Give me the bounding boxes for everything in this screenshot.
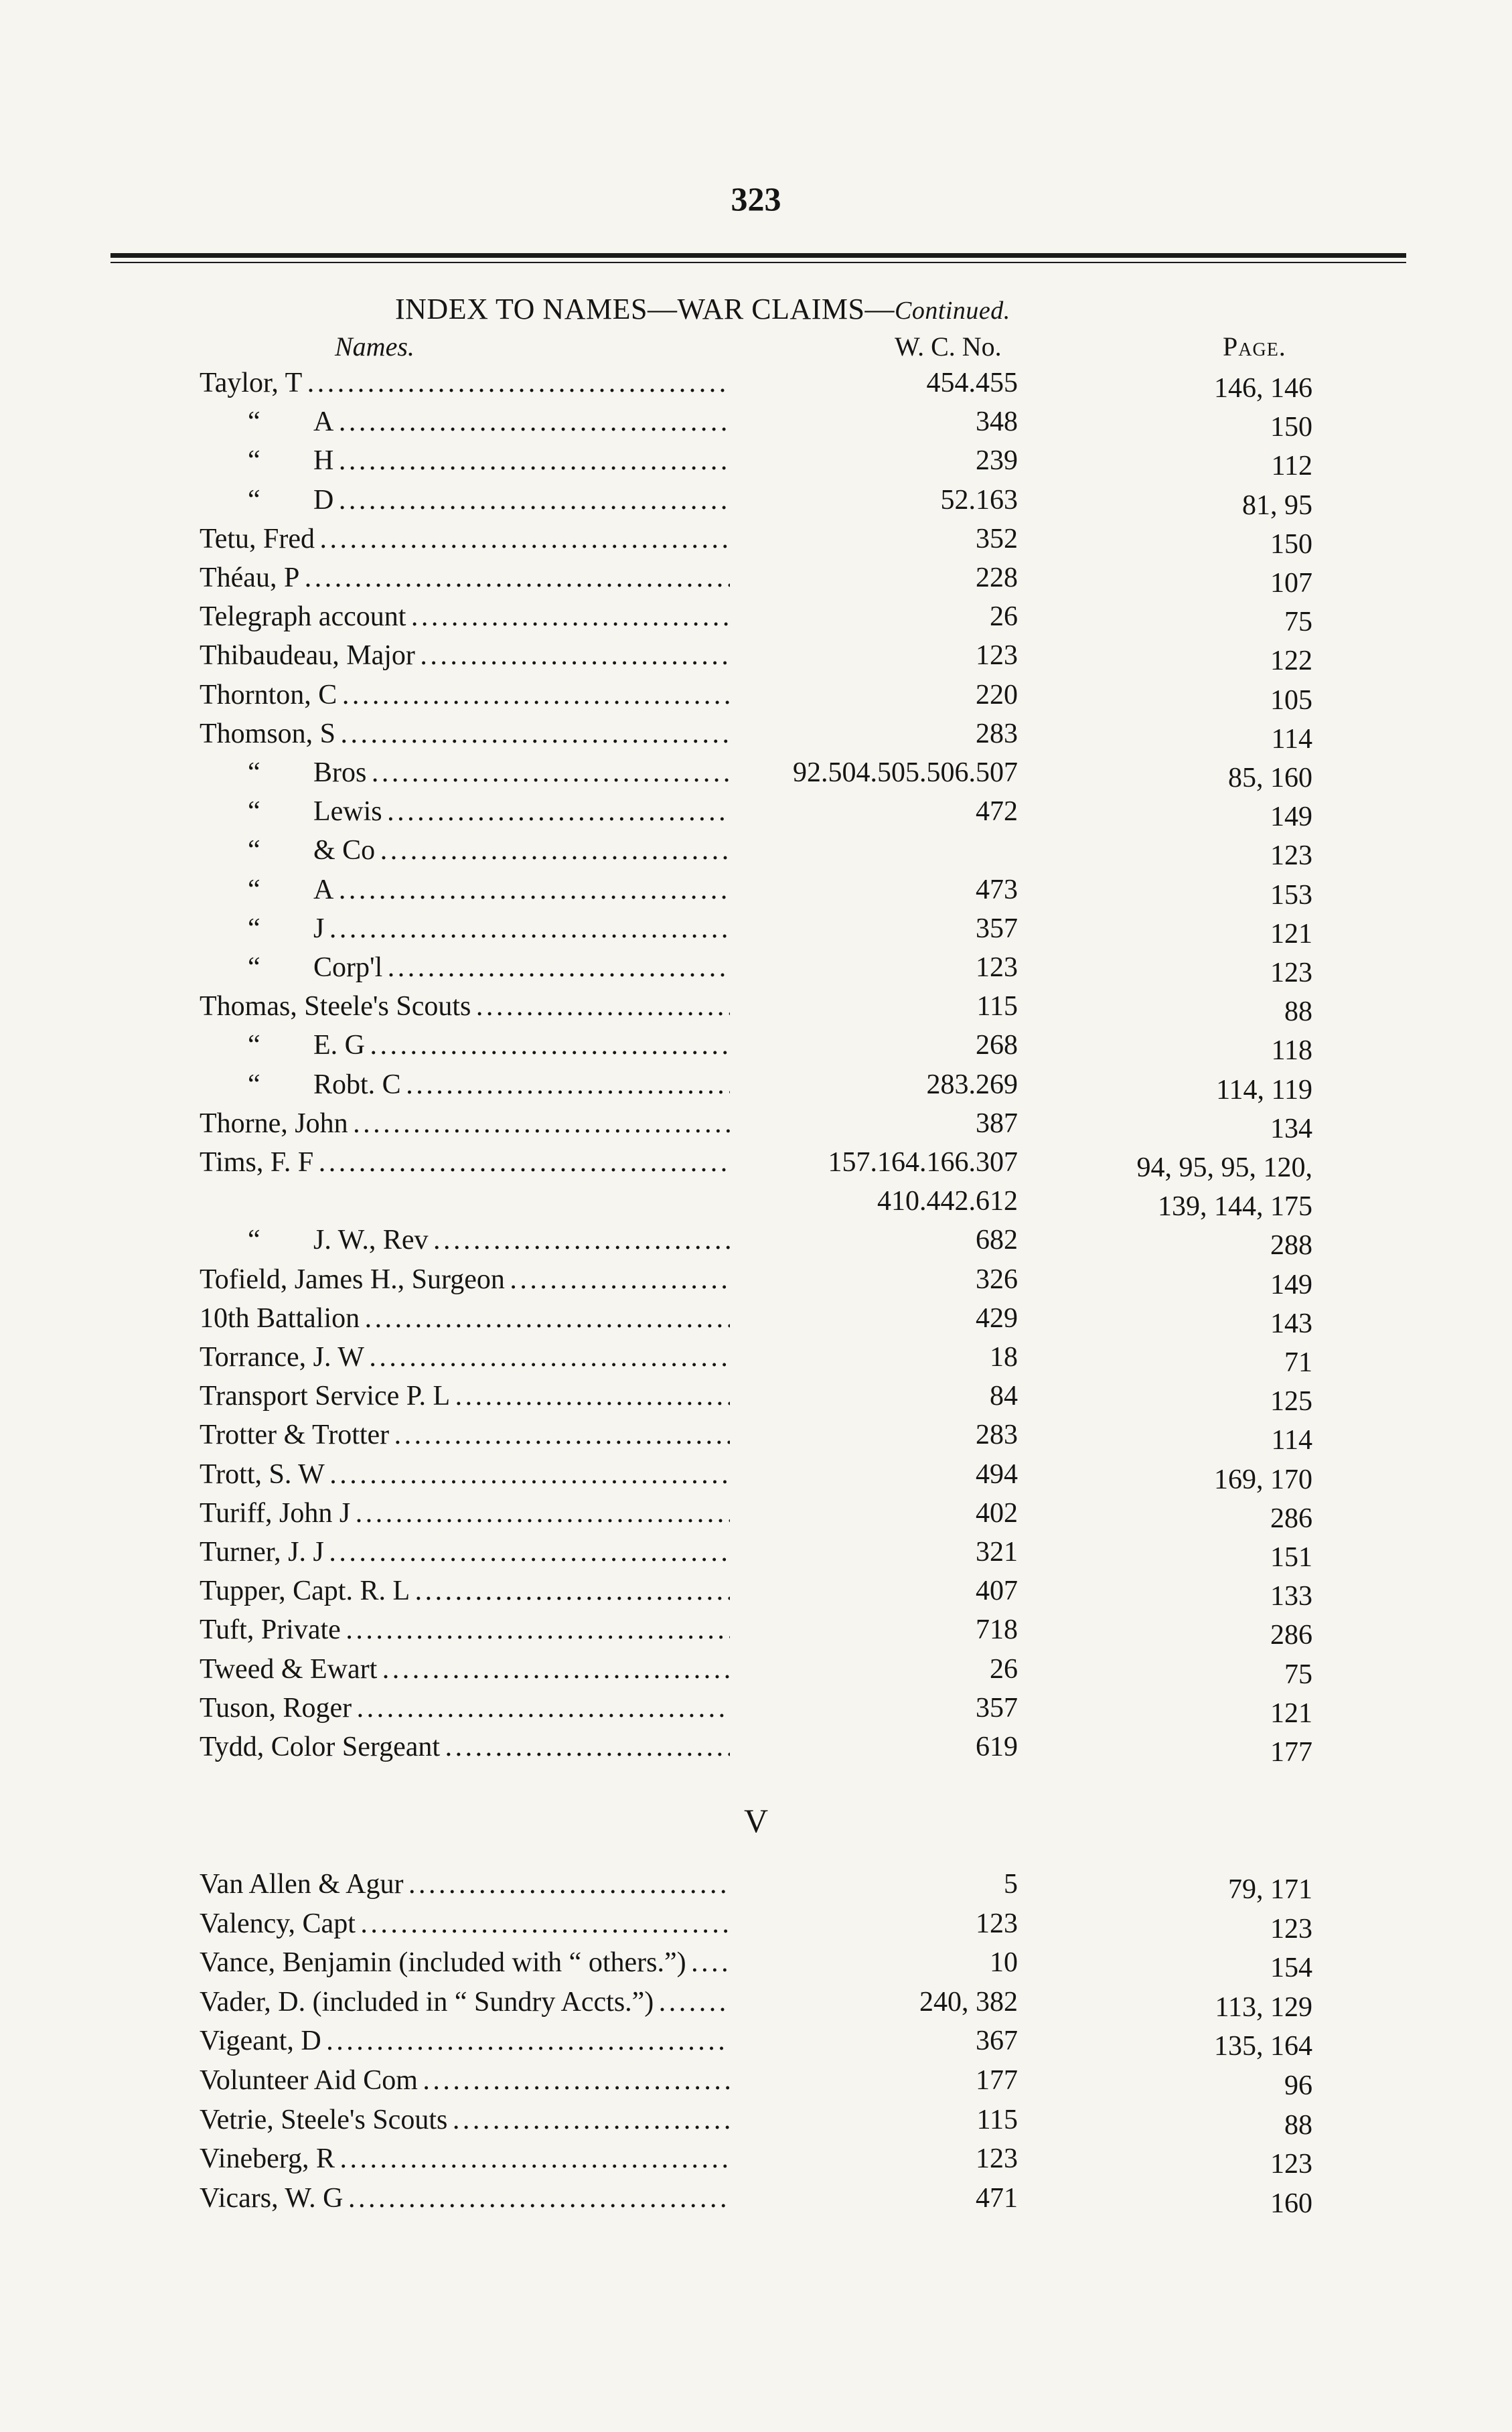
ditto-mark: “ (248, 484, 260, 516)
entry-page: 160 (1270, 2188, 1312, 2219)
index-entry (0, 718, 1512, 757)
entry-page: 114, 119 (1216, 1074, 1312, 1106)
entry-name (248, 952, 730, 984)
entry-page: 123 (1270, 1913, 1312, 1945)
entry-name-text: Vetrie, Steele's Scouts (200, 2104, 448, 2135)
entry-name (200, 1575, 730, 1607)
index-entry (0, 1224, 1512, 1263)
index-entry (0, 601, 1512, 639)
entry-name (248, 757, 730, 789)
index-entry (0, 1731, 1512, 1770)
entry-page: 94, 95, 95, 120, (1136, 1152, 1312, 1183)
index-entry (0, 639, 1512, 678)
entry-wc-no: 471 (976, 2182, 1018, 2214)
entry-name-text: A (313, 406, 334, 438)
entry-wc-no: 92.504.505.506.507 (793, 757, 1018, 788)
entry-name-text: Taylor, T (200, 368, 303, 398)
index-entry (0, 1302, 1512, 1341)
entry-name-text: Vance, Benjamin (included with “ others.”) (200, 1947, 686, 1979)
entry-name (248, 834, 730, 866)
entry-wc-no: 682 (976, 1225, 1018, 1256)
entry-name-text: Van Allen & Agur (200, 1869, 404, 1900)
index-entry (0, 367, 1512, 406)
entry-name-text: Tydd, Color Sergeant (200, 1732, 441, 1762)
entry-wc-no: 402 (976, 1497, 1018, 1529)
entry-name (200, 562, 730, 594)
entry-wc-no: 283.269 (926, 1069, 1018, 1100)
entry-name-text: Trott, S. W (200, 1458, 325, 1490)
index-entry (0, 1341, 1512, 1380)
index-entry (0, 990, 1512, 1029)
entry-name-text: Volunteer Aid Com (200, 2065, 418, 2096)
entry-wc-no: 410.442.612 (877, 1186, 1018, 1217)
entry-page: 112 (1271, 451, 1312, 482)
entry-wc-no: 115 (976, 2104, 1018, 2135)
entry-wc-no: 718 (976, 1614, 1018, 1646)
entry-wc-no: 240, 382 (919, 1986, 1018, 2018)
entry-wc-no: 283 (976, 718, 1018, 749)
entry-page: 288 (1270, 1230, 1312, 1262)
entry-page: 133 (1270, 1581, 1312, 1612)
entry-wc-no: 619 (976, 1732, 1018, 1762)
entry-name-text: J (313, 913, 325, 944)
index-entry (0, 1947, 1512, 1985)
entry-wc-no: 348 (976, 406, 1018, 438)
entry-page: 151 (1270, 1542, 1312, 1573)
index-entry (0, 913, 1512, 952)
entry-name-text: Thorne, John (200, 1108, 348, 1139)
entry-page: 286 (1270, 1620, 1312, 1651)
entry-name-text: Robt. C (313, 1069, 401, 1100)
entry-name-text: Théau, P (200, 562, 300, 593)
entry-wc-no: 26 (990, 601, 1018, 633)
entry-page: 169, 170 (1214, 1464, 1312, 1495)
entry-page: 125 (1270, 1386, 1312, 1418)
entry-wc-no: 454.455 (926, 368, 1018, 398)
entry-name (200, 2064, 730, 2097)
entry-page: 134 (1270, 1113, 1312, 1144)
entry-page: 122 (1270, 645, 1312, 677)
entry-name-text: H (313, 445, 334, 477)
entry-name (200, 367, 730, 399)
rule-thick (110, 253, 1406, 258)
entry-wc-no: 10 (990, 1947, 1018, 1979)
index-entry (0, 952, 1512, 990)
entry-name-text: Turiff, John J (200, 1497, 351, 1529)
index-entry (0, 1614, 1512, 1653)
page-number: 323 (731, 180, 781, 218)
entry-page: 146, 146 (1214, 373, 1312, 404)
entry-name-text: J. W., Rev (313, 1225, 429, 1256)
index-entry (0, 1029, 1512, 1068)
entry-name-text: Vineberg, R (200, 2143, 335, 2175)
index-entry (0, 757, 1512, 795)
entry-name (200, 718, 730, 750)
entry-name (248, 1029, 730, 1061)
entry-name (200, 1868, 730, 1900)
header-rule (110, 249, 1406, 267)
entry-name (200, 1614, 730, 1646)
entry-name (200, 639, 730, 672)
entry-page: 105 (1270, 684, 1312, 716)
entry-name (248, 874, 730, 906)
entry-name (248, 445, 730, 477)
entry-name (200, 1653, 730, 1685)
entry-wc-no: 52.163 (940, 484, 1018, 516)
index-entry (0, 1497, 1512, 1536)
entry-page: 81, 95 (1242, 489, 1312, 521)
entry-wc-no: 84 (990, 1381, 1018, 1412)
entry-wc-no: 407 (976, 1576, 1018, 1607)
entry-name-text: Tims, F. F (200, 1147, 314, 1178)
entry-page: 150 (1270, 412, 1312, 443)
entry-wc-no: 5 (1004, 1869, 1018, 1900)
entry-wc-no: 429 (976, 1302, 1018, 1334)
index-entry (0, 562, 1512, 601)
entry-name (200, 1731, 730, 1763)
entry-page: 71 (1284, 1347, 1312, 1378)
entry-name-text: Thomas, Steele's Scouts (200, 991, 471, 1022)
ditto-mark: “ (248, 874, 260, 905)
entry-name-text: Thomson, S (200, 718, 336, 749)
entry-page: 123 (1270, 840, 1312, 872)
entry-name (200, 990, 730, 1022)
entry-name-text: Valency, Capt (200, 1908, 356, 1939)
entry-name (200, 1264, 730, 1296)
entry-page: 114 (1271, 723, 1312, 755)
entry-wc-no: 220 (976, 679, 1018, 710)
entry-name-text: Tupper, Capt. R. L (200, 1576, 410, 1607)
entry-page: 88 (1284, 2109, 1312, 2141)
entry-page: 121 (1270, 1697, 1312, 1729)
entry-name-text: Tetu, Fred (200, 523, 315, 554)
index-entry (0, 1868, 1512, 1907)
index-entry (0, 1108, 1512, 1146)
index-heading (395, 292, 1132, 326)
entry-name (200, 1302, 730, 1335)
index-entry (0, 1653, 1512, 1692)
entry-name (200, 523, 730, 555)
entry-name (200, 1380, 730, 1412)
index-entry (0, 523, 1512, 562)
entry-wc-no: 18 (990, 1342, 1018, 1373)
index-entry (0, 2104, 1512, 2143)
index-entry (0, 679, 1512, 718)
index-entry (0, 1419, 1512, 1458)
entry-name-text: Thornton, C (200, 679, 337, 710)
entry-page: 139, 144, 175 (1158, 1191, 1312, 1223)
entry-wc-no: 115 (976, 991, 1018, 1022)
entry-name (200, 2104, 730, 2136)
entry-name-text: Tofield, James H., Surgeon (200, 1264, 505, 1295)
entry-name (200, 2143, 730, 2175)
entry-name (200, 1146, 730, 1179)
ditto-mark: “ (248, 1225, 260, 1256)
entry-page: 88 (1284, 996, 1312, 1028)
entry-wc-no: 357 (976, 913, 1018, 944)
section-letter-v: V (743, 1802, 769, 1839)
index-entry (0, 1536, 1512, 1575)
entry-name-text: A (313, 874, 334, 905)
entry-name (200, 2025, 730, 2057)
ditto-mark: “ (248, 1069, 260, 1100)
entry-wc-no: 123 (976, 640, 1018, 672)
ditto-mark: “ (248, 913, 260, 944)
entry-name (200, 1947, 730, 1979)
entry-name (248, 795, 730, 828)
entry-wc-no: 283 (976, 1420, 1018, 1451)
entry-name-text: Torrance, J. W (200, 1342, 364, 1373)
entry-name-text: Bros (313, 757, 367, 788)
entry-wc-no: 472 (976, 796, 1018, 828)
entry-page: 96 (1284, 2070, 1312, 2101)
index-entry (0, 445, 1512, 483)
ditto-mark: “ (248, 406, 260, 438)
index-entry (0, 1380, 1512, 1419)
entry-wc-no: 367 (976, 2026, 1018, 2057)
index-entry (0, 2143, 1512, 2182)
entry-name-text: Telegraph account (200, 601, 406, 633)
entry-name (200, 1536, 730, 1568)
entry-name-text: Trotter & Trotter (200, 1420, 390, 1451)
entry-name-text: Lewis (313, 796, 382, 828)
entry-name (200, 1692, 730, 1724)
entry-page: 150 (1270, 528, 1312, 560)
entry-page: 114 (1271, 1425, 1312, 1456)
entry-name-text: E. G (313, 1030, 365, 1061)
entry-page: 135, 164 (1214, 2031, 1312, 2062)
entry-wc-no: 157.164.166.307 (828, 1147, 1018, 1178)
entry-name-text: 10th Battalion (200, 1302, 360, 1334)
index-entry (0, 834, 1512, 873)
column-header-names: Names. (335, 331, 414, 362)
entry-name (200, 1908, 730, 1940)
index-entry (0, 2025, 1512, 2064)
entry-page: 154 (1270, 1953, 1312, 1984)
ditto-mark: “ (248, 835, 260, 866)
entry-name (200, 1108, 730, 1140)
index-entry (0, 1069, 1512, 1108)
entry-page: 286 (1270, 1503, 1312, 1534)
entry-wc-no: 326 (976, 1264, 1018, 1295)
entry-page: 143 (1270, 1308, 1312, 1339)
entry-page: 75 (1284, 1659, 1312, 1690)
index-entry (0, 1986, 1512, 2025)
entry-name-text: D (313, 484, 334, 516)
index-entry (0, 1908, 1512, 1947)
index-entry (0, 2064, 1512, 2103)
ditto-mark: “ (248, 757, 260, 788)
ditto-mark: “ (248, 445, 260, 477)
column-header-wc-no: W. C. No. (895, 331, 1002, 362)
ditto-mark: “ (248, 952, 260, 983)
ditto-mark: “ (248, 1030, 260, 1061)
entry-name (200, 1986, 730, 2018)
index-entry (0, 795, 1512, 834)
entry-wc-no: 228 (976, 562, 1018, 593)
index-entry (0, 1146, 1512, 1185)
entry-name (200, 1341, 730, 1373)
entry-name-text: Vader, D. (included in “ Sundry Accts.”) (200, 1986, 654, 2018)
entry-name (248, 1224, 730, 1256)
entry-wc-no: 352 (976, 523, 1018, 554)
entry-page: 149 (1270, 802, 1312, 833)
entry-page: 123 (1270, 958, 1312, 988)
index-entry (0, 1458, 1512, 1497)
entry-page: 85, 160 (1228, 763, 1312, 793)
entry-name-text: Tuft, Private (200, 1614, 341, 1646)
entry-name (200, 1458, 730, 1491)
entry-name-text: Vigeant, D (200, 2026, 321, 2057)
entry-page: 113, 129 (1215, 1991, 1312, 2023)
entry-name-text: & Co (313, 835, 376, 866)
entry-wc-no: 123 (976, 2143, 1018, 2175)
entry-wc-no: 268 (976, 1030, 1018, 1061)
entry-page: 123 (1270, 2149, 1312, 2180)
entry-wc-no: 357 (976, 1692, 1018, 1724)
column-header-page: Page. (1223, 331, 1286, 362)
entry-name-text: Tuson, Roger (200, 1692, 352, 1724)
index-entry (0, 1575, 1512, 1614)
entry-wc-no: 494 (976, 1458, 1018, 1490)
entry-name-text: Thibaudeau, Major (200, 640, 415, 672)
entry-name (200, 1497, 730, 1529)
index-entry (0, 1185, 1512, 1224)
entry-name (200, 601, 730, 633)
entry-page: 149 (1270, 1269, 1312, 1300)
entry-wc-no: 321 (976, 1537, 1018, 1568)
entry-name (248, 406, 730, 438)
entry-page: 177 (1270, 1737, 1312, 1768)
entry-page: 118 (1271, 1035, 1312, 1067)
ditto-mark: “ (248, 796, 260, 828)
index-entry (0, 2182, 1512, 2221)
heading-continued: Continued. (894, 297, 1010, 325)
entry-page: 79, 171 (1228, 1874, 1312, 1905)
heading-main: INDEX TO NAMES—WAR CLAIMS— (395, 293, 895, 325)
entry-name (248, 484, 730, 516)
index-entry (0, 484, 1512, 523)
index-entry (0, 406, 1512, 445)
index-entry (0, 1264, 1512, 1302)
entry-wc-no: 473 (976, 874, 1018, 905)
entry-name (200, 2182, 730, 2214)
entry-name-text: Turner, J. J (200, 1537, 324, 1568)
entry-name-text: Corp'l (313, 952, 383, 983)
entry-name (248, 1069, 730, 1101)
rule-thin (110, 262, 1406, 263)
entry-wc-no: 123 (976, 1908, 1018, 1939)
entry-page: 153 (1270, 879, 1312, 911)
entry-name (200, 1419, 730, 1451)
entry-page: 107 (1270, 568, 1312, 599)
entry-wc-no: 26 (990, 1653, 1018, 1685)
entry-name-text: Transport Service P. L (200, 1381, 451, 1412)
entry-wc-no: 177 (976, 2065, 1018, 2096)
entry-wc-no: 239 (976, 445, 1018, 477)
entry-wc-no: 387 (976, 1108, 1018, 1139)
entry-name-text: Vicars, W. G (200, 2182, 344, 2214)
entry-wc-no: 123 (976, 952, 1018, 983)
entry-page: 75 (1284, 607, 1312, 638)
index-entry (0, 1692, 1512, 1731)
entry-name-text: Tweed & Ewart (200, 1653, 378, 1685)
entry-name (200, 679, 730, 711)
index-entry (0, 874, 1512, 913)
entry-name (248, 913, 730, 945)
entry-page: 121 (1270, 918, 1312, 949)
